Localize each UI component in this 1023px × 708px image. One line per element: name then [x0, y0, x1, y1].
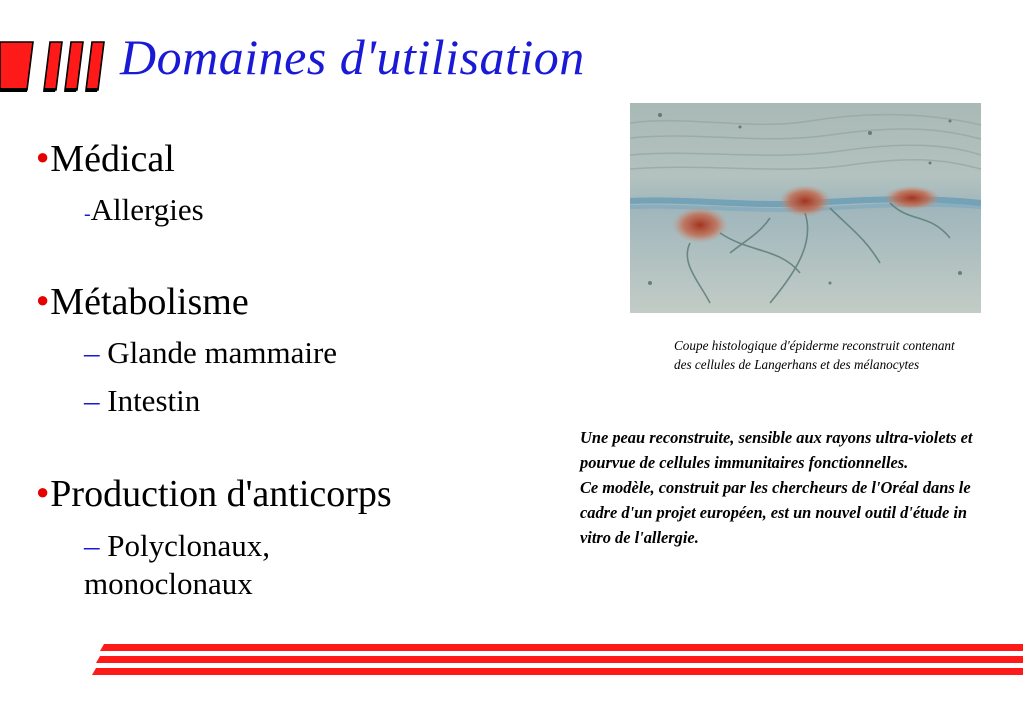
sub-item-label: Polyclonaux,	[107, 528, 270, 563]
sub-item-polyclonaux	[84, 530, 270, 561]
histology-image	[630, 103, 981, 313]
sub-item-allergies	[84, 194, 204, 225]
bullet-label: Médical	[50, 138, 175, 180]
sub-item-glande-mammaire	[84, 337, 337, 368]
bullet-label: Métabolisme	[50, 281, 249, 323]
dash-icon: –	[84, 383, 100, 418]
footer-stripes	[0, 640, 1023, 685]
bullet-dot-icon: ●	[36, 144, 50, 169]
slide-title: Domaines d'utilisation	[120, 29, 585, 85]
dash-icon: –	[84, 528, 100, 563]
bullet-production-anticorps	[36, 475, 392, 513]
sub-item-monoclonaux	[84, 568, 253, 599]
sub-item-intestin	[84, 385, 200, 416]
bullet-dot-icon: ●	[36, 287, 50, 312]
sub-item-label: Glande mammaire	[107, 335, 338, 370]
image-caption: Coupe histologique d'épiderme reconstruit contenant des cellules de Langerhans et des mélanocytes	[674, 338, 955, 372]
description-line-1: Une peau reconstruite, sensible aux rayons ultra-violets et pourvue de cellules immunitaires fonctionnelles.	[580, 428, 973, 472]
dash-icon: –	[84, 335, 100, 370]
description-paragraph	[580, 425, 980, 550]
dash-icon: -	[84, 203, 91, 225]
bullet-label: Production d'anticorps	[50, 473, 392, 515]
bullet-dot-icon: ●	[36, 479, 50, 504]
description-line-2: Ce modèle, construit par les chercheurs de l'Oréal dans le cadre d'un projet européen, est un nouvel outil d'étude in vitro de l'allergie.	[580, 478, 971, 547]
bullet-metabolisme	[36, 283, 249, 321]
sub-item-label: Allergies	[90, 192, 204, 227]
sub-item-label: monoclonaux	[84, 566, 253, 601]
slide-logo-icon	[0, 40, 110, 92]
sub-item-label: Intestin	[107, 383, 201, 418]
bullet-medical	[36, 140, 175, 178]
